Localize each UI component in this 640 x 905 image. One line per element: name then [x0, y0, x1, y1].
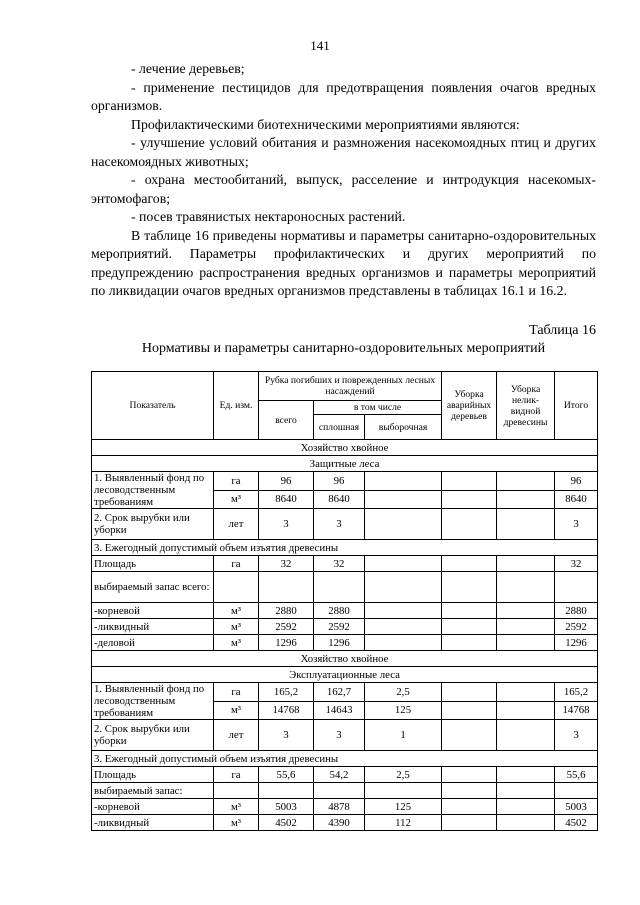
- table-cell: 8640: [314, 490, 365, 509]
- table-cell: 14768: [259, 701, 314, 720]
- table-row: [92, 619, 598, 635]
- paragraph: - посев травянистых нектароносных растений.: [131, 209, 406, 224]
- row-label: -корневой: [92, 799, 214, 815]
- table-cell: [442, 603, 497, 619]
- table-cell: 1296: [555, 635, 598, 651]
- table-cell: [497, 556, 555, 572]
- table-cell: [365, 472, 442, 491]
- table-cell: [442, 683, 497, 702]
- paragraph: - улучшение условий обитания и размножения насекомоядных птиц и других насекомоядных животных;: [91, 135, 596, 169]
- body-text: [91, 60, 596, 301]
- table-row: [92, 472, 598, 491]
- row-label: 1. Выявленный фонд по лесоводственным требованиям: [92, 683, 214, 720]
- table-cell: [442, 720, 497, 751]
- paragraph: Профилактическими биотехническими мероприятиями являются:: [131, 116, 520, 132]
- subsection-header: 3. Ежегодный допустимый объем изъятия древесины: [92, 751, 598, 767]
- table-row: [92, 603, 598, 619]
- table-cell: [497, 472, 555, 491]
- table-cell: 3: [555, 509, 598, 540]
- header-clear: сплошная: [314, 415, 365, 440]
- header-cleanup: Уборка аварийных деревьев: [442, 372, 497, 440]
- table-cell: 4502: [555, 815, 598, 831]
- paragraph: - охрана местообитаний, выпуск, расселение и интродукция насекомых-энтомофагов;: [91, 172, 596, 206]
- table-cell: [365, 490, 442, 509]
- table-cell: [497, 767, 555, 783]
- table-cell: 1296: [314, 635, 365, 651]
- table-row: [92, 635, 598, 651]
- unit-cell: га: [214, 556, 259, 572]
- header-sum: Итого: [555, 372, 598, 440]
- table-cell: 1296: [259, 635, 314, 651]
- header-indicator: Показатель: [92, 372, 214, 440]
- table-cell: [314, 783, 365, 799]
- unit-cell: га: [214, 683, 259, 702]
- table-cell: 96: [555, 472, 598, 491]
- table-cell: [497, 490, 555, 509]
- row-label: -ликвидный: [92, 815, 214, 831]
- norms-table: [91, 371, 598, 831]
- table-row: [92, 509, 598, 540]
- unit-cell: лет: [214, 720, 259, 751]
- table-row: [92, 720, 598, 751]
- table-cell: [497, 635, 555, 651]
- row-label: -деловой: [92, 635, 214, 651]
- table-cell: [497, 799, 555, 815]
- table-cell: [442, 815, 497, 831]
- table-cell: 125: [365, 701, 442, 720]
- table-cell: 55,6: [555, 767, 598, 783]
- row-label: 1. Выявленный фонд по лесоводственным требованиям: [92, 472, 214, 509]
- table-cell: [555, 572, 598, 603]
- unit-cell: м³: [214, 490, 259, 509]
- header-selective: выборочная: [365, 415, 442, 440]
- table-cell: [442, 556, 497, 572]
- table-cell: 5003: [259, 799, 314, 815]
- table-cell: 1: [365, 720, 442, 751]
- table-row: [92, 683, 598, 702]
- table-row: [92, 815, 598, 831]
- row-label: -корневой: [92, 603, 214, 619]
- table-cell: 3: [259, 720, 314, 751]
- table-cell: [442, 472, 497, 491]
- row-label: 2. Срок вырубки или уборки: [92, 509, 214, 540]
- table-cell: 3: [314, 509, 365, 540]
- table-cell: 54,2: [314, 767, 365, 783]
- table-row: [92, 667, 598, 683]
- table-cell: 55,6: [259, 767, 314, 783]
- table-cell: 3: [259, 509, 314, 540]
- table-cell: [442, 799, 497, 815]
- table-row: [92, 440, 598, 456]
- table-cell: [497, 701, 555, 720]
- section-header: Эксплуатационные леса: [92, 667, 598, 683]
- unit-cell: м³: [214, 815, 259, 831]
- section-header: Хозяйство хвойное: [92, 440, 598, 456]
- table-cell: [442, 490, 497, 509]
- table-cell: 3: [555, 720, 598, 751]
- table-row: [92, 556, 598, 572]
- unit-cell: га: [214, 472, 259, 491]
- table-row: [92, 456, 598, 472]
- table-cell: [497, 603, 555, 619]
- unit-cell: м³: [214, 603, 259, 619]
- table-cell: 165,2: [555, 683, 598, 702]
- table-cell: [442, 572, 497, 603]
- table-cell: [442, 619, 497, 635]
- unit-cell: м³: [214, 619, 259, 635]
- table-cell: [442, 783, 497, 799]
- table-row: [92, 799, 598, 815]
- table-cell: [314, 572, 365, 603]
- header-total: всего: [259, 401, 314, 440]
- table-cell: [365, 619, 442, 635]
- table-cell: 32: [259, 556, 314, 572]
- table-cell: [442, 701, 497, 720]
- table-cell: 2,5: [365, 683, 442, 702]
- unit-cell: м³: [214, 799, 259, 815]
- unit-cell: м³: [214, 701, 259, 720]
- table-cell: [365, 603, 442, 619]
- table-cell: 2592: [555, 619, 598, 635]
- table-cell: 32: [555, 556, 598, 572]
- table-cell: 4878: [314, 799, 365, 815]
- table-cell: [365, 635, 442, 651]
- table-title: Нормативы и параметры санитарно-оздоровительных мероприятий: [141, 341, 546, 356]
- row-label: -ликвидный: [92, 619, 214, 635]
- table-number: Таблица 16: [529, 323, 596, 338]
- header-including: в том числе: [314, 401, 442, 415]
- table-cell: 14768: [555, 701, 598, 720]
- table-row: [92, 767, 598, 783]
- table-cell: 112: [365, 815, 442, 831]
- table-cell: 4502: [259, 815, 314, 831]
- table-cell: 2880: [314, 603, 365, 619]
- table-cell: 2,5: [365, 767, 442, 783]
- section-header: Хозяйство хвойное: [92, 651, 598, 667]
- table-cell: [442, 509, 497, 540]
- table-cell: [442, 635, 497, 651]
- table-cell: [259, 572, 314, 603]
- table-cell: [497, 815, 555, 831]
- table-cell: 165,2: [259, 683, 314, 702]
- table-cell: [497, 783, 555, 799]
- table-cell: 8640: [555, 490, 598, 509]
- paragraph: - лечение деревьев;: [131, 61, 245, 76]
- unit-cell: лет: [214, 509, 259, 540]
- table-cell: [497, 572, 555, 603]
- table-cell: 14643: [314, 701, 365, 720]
- section-header: Защитные леса: [92, 456, 598, 472]
- table-cell: 4390: [314, 815, 365, 831]
- table-cell: 162,7: [314, 683, 365, 702]
- table-cell: [497, 619, 555, 635]
- table-cell: [365, 572, 442, 603]
- table-cell: [442, 767, 497, 783]
- table-cell: 32: [314, 556, 365, 572]
- unit-cell: м³: [214, 635, 259, 651]
- table-cell: 96: [259, 472, 314, 491]
- table-cell: 5003: [555, 799, 598, 815]
- table-cell: 3: [314, 720, 365, 751]
- table-cell: [497, 683, 555, 702]
- table-row: [92, 783, 598, 799]
- subsection-header: 3. Ежегодный допустимый объем изъятия древесины: [92, 540, 598, 556]
- row-label: выбираемый запас всего:: [92, 572, 214, 603]
- unit-cell: [214, 783, 259, 799]
- table-cell: 2592: [259, 619, 314, 635]
- table-cell: [497, 509, 555, 540]
- table-cell: 2592: [314, 619, 365, 635]
- header-illiquid: Уборка нелик-видной древесины: [497, 372, 555, 440]
- row-label: выбираемый запас:: [92, 783, 214, 799]
- table-cell: [365, 556, 442, 572]
- row-label: Площадь: [92, 556, 214, 572]
- table-cell: 2880: [259, 603, 314, 619]
- paragraph: - применение пестицидов для предотвращения появления очагов вредных организмов.: [91, 79, 596, 113]
- table-cell: [555, 783, 598, 799]
- table-row: [92, 651, 598, 667]
- table-cell: 125: [365, 799, 442, 815]
- table-cell: 2880: [555, 603, 598, 619]
- paragraph: В таблице 16 приведены нормативы и параметры санитарно-оздоровительных мероприятий. Параметры профилактических и других мероприятий по предупреждению распространения вредных организмов и параметры мероприятий по ликвидации очагов вредных организмов представлены в таблицах 16.1 и 16.2.: [91, 227, 596, 298]
- row-label: 2. Срок вырубки или уборки: [92, 720, 214, 751]
- table-cell: [365, 509, 442, 540]
- table-cell: 96: [314, 472, 365, 491]
- table-cell: [259, 783, 314, 799]
- row-label: Площадь: [92, 767, 214, 783]
- header-cutting: Рубка погибших и поврежденных лесных насаждений: [259, 372, 442, 401]
- table-row: [92, 751, 598, 767]
- table-row: [92, 572, 598, 603]
- table-cell: [497, 720, 555, 751]
- header-unit: Ед. изм.: [214, 372, 259, 440]
- page-number: 141: [310, 38, 330, 53]
- table-row: [92, 540, 598, 556]
- unit-cell: га: [214, 767, 259, 783]
- table-cell: [365, 783, 442, 799]
- table-cell: 8640: [259, 490, 314, 509]
- unit-cell: [214, 572, 259, 603]
